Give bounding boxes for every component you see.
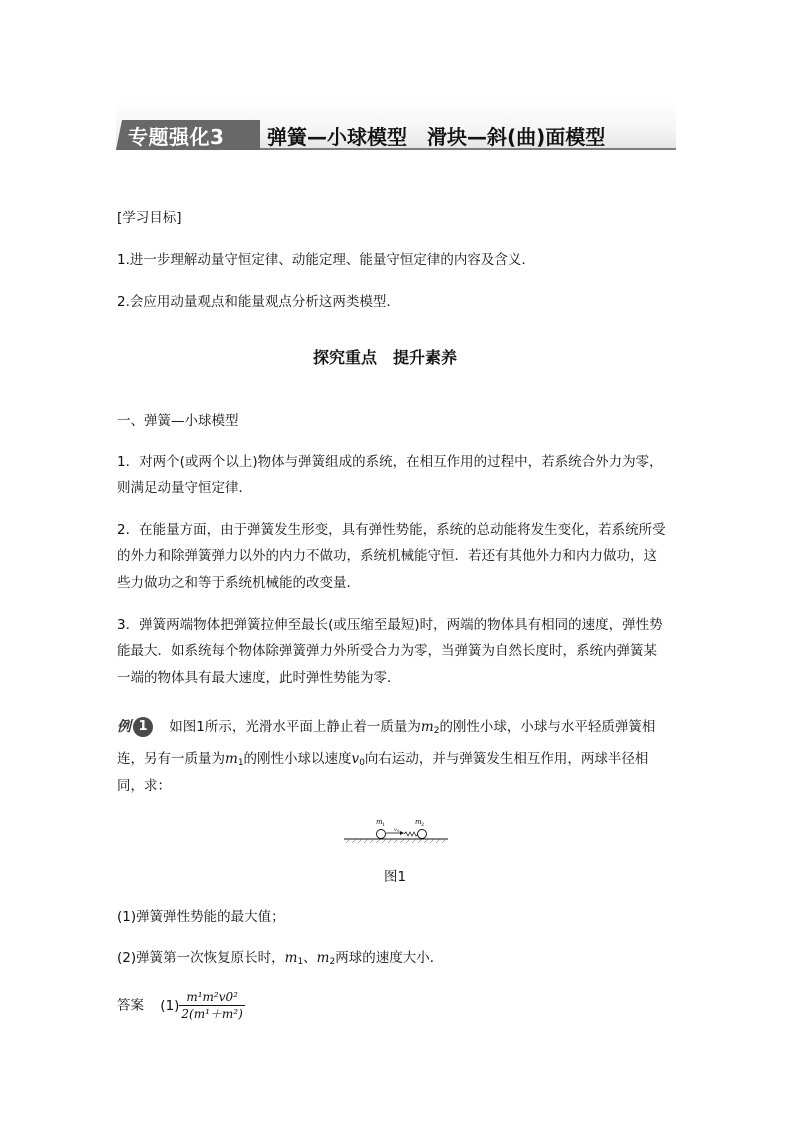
- answer-numerator: m¹m²v0²: [179, 989, 244, 1006]
- answer-label: 答案: [117, 997, 144, 1014]
- answer-fraction: [179, 989, 244, 1022]
- figure-spring-balls: [340, 812, 452, 848]
- ball-m1: [377, 830, 386, 839]
- paragraph-line: 1．对两个(或两个以上)物体与弹簧组成的系统，在相互作用的过程中，若系统合外力为零，: [117, 454, 663, 470]
- figure-label-v-var: v: [394, 827, 397, 833]
- answer-line: [117, 989, 245, 1022]
- figure-label-m1-sub: 1: [382, 822, 386, 828]
- figure-label-m2-var: m: [415, 818, 422, 826]
- question-2: (2)弹簧第一次恢复原长时，$m_1$、$m_2$两球的速度大小．: [117, 950, 444, 967]
- figure-label-m1-var: m: [376, 818, 383, 826]
- objectives-label: [学习目标]: [117, 210, 182, 226]
- figure-label-m2-sub: 2: [421, 822, 425, 828]
- velocity-arrowhead: [400, 831, 404, 835]
- example-number-badge: 1: [133, 717, 153, 737]
- section-heading: 探究重点 提升素养: [313, 348, 458, 367]
- ball-m2: [418, 830, 427, 839]
- objective-item: 1.进一步理解动量守恒定律、动能定理、能量守恒定律的内容及含义.: [117, 252, 526, 268]
- spring: [404, 832, 418, 836]
- figure-label-v-sub: 0: [397, 828, 400, 833]
- chapter-title: 弹簧—小球模型 滑块—斜(曲)面模型: [267, 125, 606, 149]
- question-1: (1)弹簧弹性势能的最大值；: [117, 909, 285, 925]
- example-line: 同，求：: [117, 778, 171, 794]
- answer-part: (1): [160, 997, 180, 1014]
- objective-item: 2.会应用动量观点和能量观点分析这两类模型．: [117, 294, 400, 310]
- example-line: 连，另有一质量为$m_1$的刚性小球以速度$v_0$向右运动，并与弹簧发生相互作用，两球半径相: [117, 751, 649, 768]
- paragraph-line: 则满足动量守恒定律．: [117, 480, 252, 496]
- paragraph-line: 3．弹簧两端物体把弹簧拉伸至最长(或压缩至最短)时，两端的物体具有相同的速度，弹性势: [117, 617, 663, 633]
- paragraph-line: 能最大．如系统每个物体除弹簧弹力外所受合力为零，当弹簧为自然长度时，系统内弹簧某: [117, 643, 657, 659]
- answer-denominator: 2(m¹＋m²): [181, 1007, 243, 1021]
- paragraph-line: 些力做功之和等于系统机械能的改变量．: [117, 575, 360, 591]
- example-label: 例: [117, 719, 131, 735]
- ground-hatching: [346, 839, 446, 843]
- chapter-banner: [116, 100, 676, 150]
- figure-caption: 图1: [384, 869, 407, 885]
- chapter-tag: 专题强化3: [128, 125, 225, 149]
- example-line: 例 1 如图1所示，光滑水平面上静止着一质量为$m_2$的刚性小球，小球与水平轻质弹簧相: [117, 719, 656, 736]
- part-heading: 一、弹簧—小球模型: [117, 413, 239, 429]
- paragraph-line: 一端的物体具有最大速度，此时弹性势能为零．: [117, 670, 401, 686]
- paragraph-line: 的外力和除弹簧弹力以外的内力不做功，系统机械能守恒．若还有其他外力和内力做功，这: [117, 548, 657, 564]
- paragraph-line: 2．在能量方面，由于弹簧发生形变，具有弹性势能，系统的总动能将发生变化，若系统所受: [117, 522, 666, 538]
